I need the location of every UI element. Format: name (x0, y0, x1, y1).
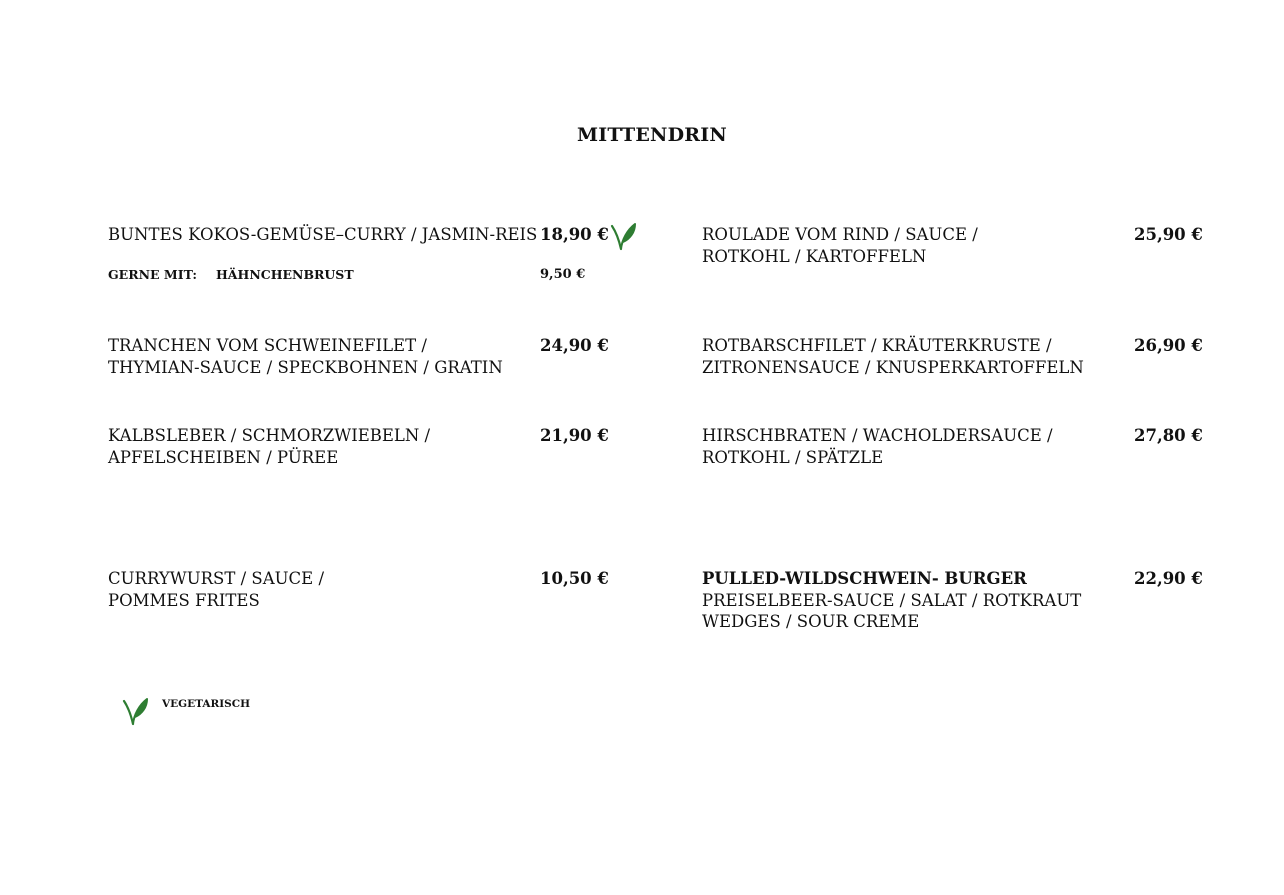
dish-kokos-curry (108, 224, 537, 246)
price-roulade: 25,90 € (1134, 225, 1203, 244)
menu-title: MITTENDRIN (577, 124, 727, 146)
dish-line: BUNTES KOKOS-GEMÜSE–CURRY / JASMIN-REIS (108, 225, 538, 244)
leaf-icon (610, 222, 638, 256)
dish-line: CURRYWURST / SAUCE / (108, 569, 325, 588)
price-wildschwein-burger: 22,90 € (1134, 569, 1203, 588)
dish-line: WEDGES / SOUR CREME (702, 612, 920, 631)
dish-line: ROTKOHL / SPÄTZLE (702, 447, 884, 467)
price-kokos-curry: 18,90 € (540, 225, 609, 244)
dish-title: PULLED-WILDSCHWEIN- BURGER (702, 569, 1027, 588)
addon-item: HÄHNCHENBRUST (216, 267, 354, 282)
addon-label: GERNE MIT: (108, 267, 198, 282)
dish-currywurst (108, 568, 324, 611)
dish-line: ZITRONENSAUCE / KNUSPERKARTOFFELN (702, 357, 1084, 377)
dish-line: ROTBARSCHFILET / KRÄUTERKRUSTE / (702, 336, 1052, 355)
dish-line: PREISELBEER-SAUCE / SALAT / ROTKRAUT (702, 590, 1082, 610)
legend-label: VEGETARISCH (162, 698, 251, 710)
dish-schweinefilet (108, 335, 503, 378)
leaf-icon (122, 697, 150, 731)
price-kalbsleber: 21,90 € (540, 426, 609, 445)
dish-line: THYMIAN-SAUCE / SPECKBOHNEN / GRATIN (108, 357, 503, 377)
dish-line: APFELSCHEIBEN / PÜREE (108, 447, 339, 467)
dish-line: HIRSCHBRATEN / WACHOLDERSAUCE / (702, 426, 1053, 445)
dish-kalbsleber (108, 425, 430, 468)
price-currywurst: 10,50 € (540, 569, 609, 588)
dish-wildschwein-burger (702, 568, 1081, 633)
dish-line: TRANCHEN VOM SCHWEINEFILET / (108, 336, 427, 355)
price-schweinefilet: 24,90 € (540, 336, 609, 355)
dish-line: POMMES FRITES (108, 590, 260, 610)
dish-rotbarsch (702, 335, 1084, 378)
dish-line: KALBSLEBER / SCHMORZWIEBELN / (108, 426, 431, 445)
dish-roulade (702, 224, 978, 267)
dish-line: ROTKOHL / KARTOFFELN (702, 246, 927, 266)
dish-line: ROULADE VOM RIND / SAUCE / (702, 225, 978, 244)
dish-hirschbraten (702, 425, 1053, 468)
price-rotbarsch: 26,90 € (1134, 336, 1203, 355)
price-hirschbraten: 27,80 € (1134, 426, 1203, 445)
addon-price: 9,50 € (540, 267, 586, 282)
